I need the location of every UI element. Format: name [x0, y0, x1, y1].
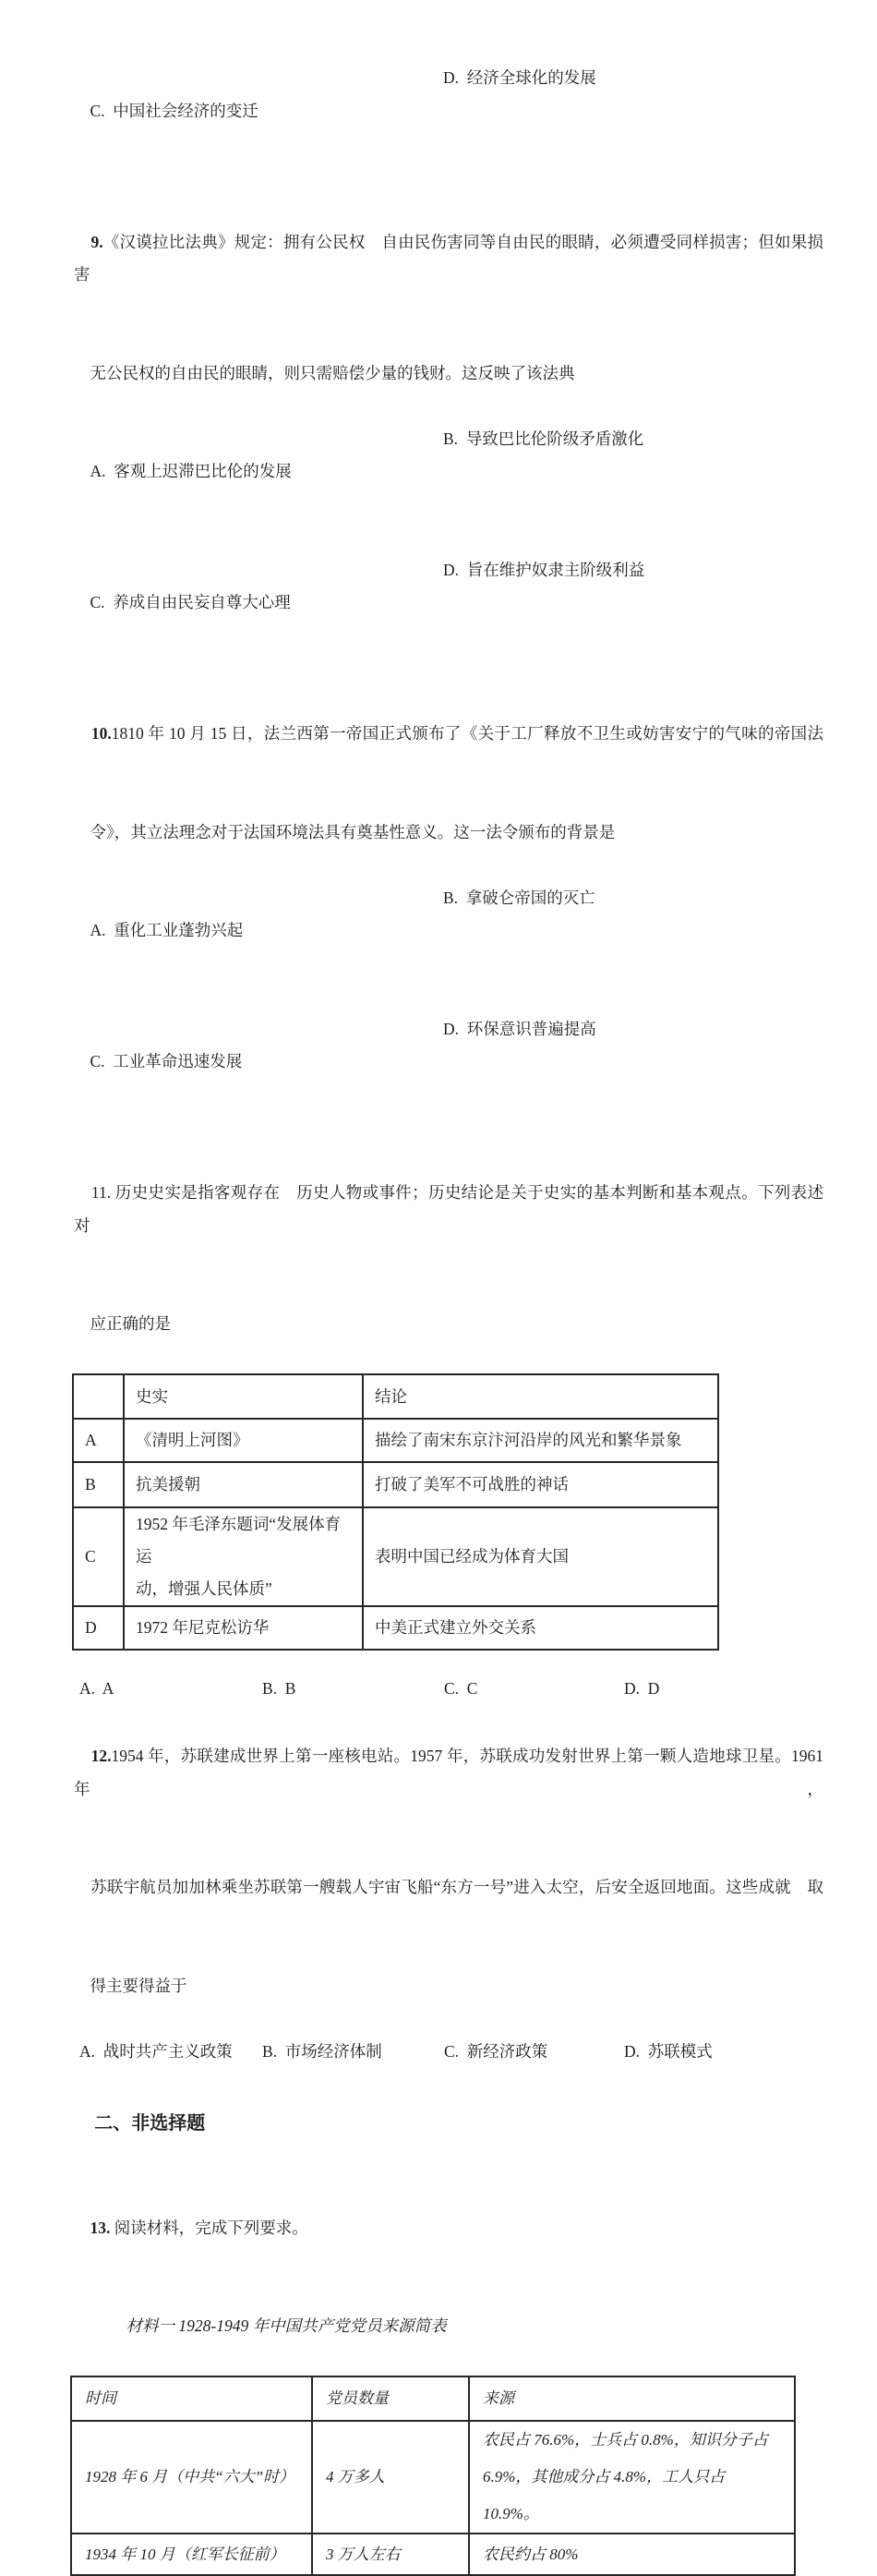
- question10-number: 10.: [90, 724, 112, 743]
- question11-text2: 应正确的是: [90, 1314, 171, 1333]
- table-row: [71, 2421, 795, 2534]
- question9-options-cd: [74, 554, 823, 685]
- question9-options-ab: [74, 423, 823, 554]
- question12-text1: 1954 年，苏联建成世界上第一座核电站。1957 年，苏联成功发射世界上第一颗人造地球卫星。1961 年，: [74, 1747, 828, 1798]
- option-d: D. 经济全球化的发展: [443, 68, 596, 87]
- header-source-cell: 来源: [469, 2376, 795, 2421]
- header-fact-cell: 史实: [124, 1374, 363, 1419]
- option-b: B. 导致巴比伦阶级矛盾激化: [443, 429, 644, 448]
- option-c: C. 中国社会经济的变迁: [90, 101, 258, 120]
- section2-heading: [74, 2068, 823, 2179]
- question10-options-cd: [74, 1013, 823, 1144]
- option-a: A. 重化工业蓬勃兴起: [90, 921, 244, 939]
- fact-cell: 1972 年尼克松访华: [124, 1606, 363, 1650]
- conclusion-cell: 打破了美军不可战胜的神话: [363, 1462, 718, 1507]
- option-d: D. 苏联模式: [624, 2041, 713, 2061]
- table-row: [73, 1462, 718, 1507]
- option-c: C. 新经济政策: [444, 2041, 548, 2061]
- table-row: [73, 1606, 718, 1650]
- question12-options: [74, 2036, 823, 2069]
- table-header-row: [71, 2376, 795, 2421]
- question13-number: 13.: [90, 2218, 111, 2237]
- source-cell: 农民约占 80%: [469, 2534, 795, 2575]
- option-b: B. B: [262, 1679, 296, 1698]
- question12-text3: 得主要得益于: [90, 1976, 187, 1995]
- question11-number: 11.: [90, 1183, 112, 1202]
- question10-text1: 1810 年 10 月 15 日，法兰西第一帝国正式颁布了《关于工厂释放不卫生或妨害安宁的气味的帝国法: [111, 724, 824, 743]
- question10-line1: [74, 685, 823, 784]
- question9-number: 9.: [90, 232, 103, 251]
- question12-number: 12.: [90, 1747, 112, 1765]
- option-c: C. 养成自由民妄自尊大心理: [90, 593, 291, 611]
- header-count-cell: 党员数量: [312, 2376, 469, 2421]
- question9-text2: 无公民权的自由民的眼睛，则只需赔偿少量的钱财。这反映了该法典: [90, 363, 575, 382]
- count-cell: 4 万多人: [312, 2421, 469, 2534]
- question12-line2: [74, 1839, 823, 1938]
- fact-cell: 1952 年毛泽东题词“发展体育运 动，增强人民体质”: [124, 1507, 363, 1606]
- row-label-cell: B: [73, 1462, 124, 1507]
- question9-line1: [74, 193, 823, 324]
- question11-line2: [74, 1276, 823, 1374]
- option-d: D. D: [624, 1679, 660, 1698]
- count-cell: 3 万人左右: [312, 2534, 469, 2575]
- table-row: [71, 2534, 795, 2575]
- party-member-source-table: [70, 2376, 796, 2576]
- question12-line3: [74, 1937, 823, 2036]
- material1-caption: [74, 2278, 823, 2376]
- source-cell: 农民占 76.6%，士兵占 0.8%，知识分子占 6.9%，其他成分占 4.8%，工人只占 10.9%。: [469, 2421, 795, 2534]
- question9-text1: 《汉谟拉比法典》规定：拥有公民权 自由民伤害同等自由民的眼睛，必须遭受同样损害；但如果损害: [74, 232, 824, 284]
- question12-text2: 苏联宇航员加加林乘坐苏联第一艘载人宇宙飞船“东方一号”进入太空，后安全返回地面。这些成就 取: [90, 1878, 823, 1896]
- conclusion-cell: 表明中国已经成为体育大国: [363, 1507, 718, 1606]
- table-header-row: [73, 1374, 718, 1419]
- q11-fact-conclusion-table: [72, 1373, 719, 1651]
- material1-caption-text: 材料一 1928-1949 年中国共产党党员来源简表: [126, 2316, 447, 2335]
- question11-line1: [74, 1144, 823, 1276]
- header-empty-cell: [73, 1374, 124, 1419]
- row-label-cell: A: [73, 1419, 124, 1462]
- question10-line2: [74, 783, 823, 882]
- time-cell: 1934 年 10 月（红军长征前）: [71, 2534, 312, 2575]
- question10-options-ab: [74, 882, 823, 1013]
- option-c: C. 工业革命迅速发展: [90, 1052, 243, 1070]
- option-a: A. 战时共产主义政策: [79, 2041, 233, 2061]
- option-b: B. 拿破仑帝国的灭亡: [443, 888, 595, 907]
- option-d: D. 环保意识普遍提高: [443, 1019, 596, 1038]
- question11-text1: 历史史实是指客观存在 历史人物或事件；历史结论是关于史实的基本判断和基本观点。下列表述对: [74, 1183, 824, 1235]
- option-a: A. 客观上迟滞巴比伦的发展: [90, 462, 292, 480]
- question13-line1: [74, 2179, 823, 2278]
- header-conclusion-cell: 结论: [363, 1374, 718, 1419]
- question12-line1: [74, 1708, 828, 1839]
- option-b: B. 市场经济体制: [262, 2041, 382, 2061]
- header-time-cell: 时间: [71, 2376, 312, 2421]
- table-row: [73, 1419, 718, 1462]
- question8-options-cd: [74, 62, 823, 193]
- table-row: [73, 1507, 718, 1606]
- question11-answer-options: [74, 1673, 823, 1706]
- row-label-cell: D: [73, 1606, 124, 1650]
- conclusion-cell: 中美正式建立外交关系: [363, 1606, 718, 1650]
- question9-line2: [74, 324, 823, 423]
- section2-title: 二、非选择题: [94, 2113, 206, 2134]
- row-label-cell: C: [73, 1507, 124, 1606]
- question13-text1: 阅读材料，完成下列要求。: [110, 2218, 308, 2237]
- fact-cell: 抗美援朝: [124, 1462, 363, 1507]
- option-c: C. C: [444, 1679, 478, 1698]
- time-cell: 1928 年 6 月（中共“六大”时）: [71, 2421, 312, 2534]
- conclusion-cell: 描绘了南宋东京汴河沿岸的风光和繁华景象: [363, 1419, 718, 1462]
- option-d: D. 旨在维护奴隶主阶级利益: [443, 560, 645, 579]
- option-a: A. A: [79, 1679, 114, 1698]
- question10-text2: 令》，其立法理念对于法国环境法具有奠基性意义。这一法令颁布的背景是: [90, 822, 616, 841]
- fact-cell: 《清明上河图》: [124, 1419, 363, 1462]
